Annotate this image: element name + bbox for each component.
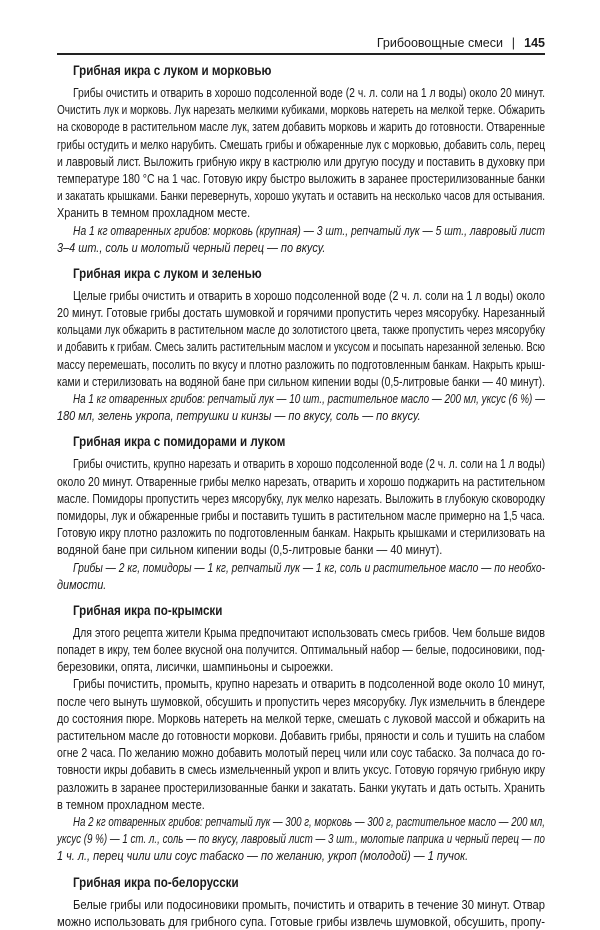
line-text: димости. — [57, 576, 107, 592]
line-text: Для этого рецепта жители Крыма предпочитают использовать смесь грибов. Чем больше видов — [73, 624, 545, 640]
line-text: товности икры добавить в смесь измельченный укроп и влить уксус. Готовую горячую грибную икру — [57, 762, 545, 778]
ingredients-line — [57, 390, 545, 407]
line-text: уксус (9 %) — 1 ст. л., соль — по вкусу, лавровый лист — 3 шт., молотые паприка и черный перец — по — [57, 831, 545, 847]
line-text: березовики, опята, лисички, шампиньоны и сыроежки. — [57, 659, 334, 675]
line-text: разложить в заранее простерилизованные банки и закатать. Банки укутать и дать остыть. Хранить — [57, 779, 545, 795]
line-text: 180 мл, зелень укропа, петрушки и кинзы — по вкусу, соль — по вкусу. — [57, 408, 421, 424]
text-line — [57, 624, 545, 641]
text-line — [57, 693, 545, 710]
text-line — [57, 187, 545, 204]
line-text: На 1 кг отваренных грибов: морковь (крупная) — 3 шт., репчатый лук — 5 шт., лавровый лист — [73, 222, 545, 238]
line-text: На 1 кг отваренных грибов: репчатый лук — 10 шт., растительное масло — 200 мл, уксус (6 %) — — [73, 391, 545, 406]
line-text: Целые грибы очистить и отварить в хорошо подсоленной воде (2 ч. л. соли на 1 л воды) около — [73, 287, 545, 303]
text-line — [57, 170, 545, 187]
section-title: Грибоовощные смеси — [376, 36, 503, 50]
text-line — [57, 507, 545, 524]
line-text: масле. Помидоры пропустить через мясорубку, лук мелко нарезать. Выложить в глубокую сковородку — [57, 490, 545, 506]
ingredients-line — [57, 239, 545, 256]
recipe-title: Грибная икра по-крымски — [73, 602, 223, 618]
line-text: Белые грибы или подосиновики промыть, почистить и отварить в течение 30 минут. Отвар — [73, 896, 545, 912]
recipe-title: Грибная икра по-белорусски — [73, 874, 239, 890]
line-text: Очистить лук и морковь. Лук нарезать мелкими кубиками, морковь натереть на мелкой терке. Обжарить — [57, 102, 545, 118]
line-text: ками и стерилизовать на водяной бане при сильном кипении воды (0,5-литровые банки — 40 минут). — [57, 373, 545, 389]
line-text: и закатать крышками. Банки перевернуть, хорошо укутать и оставить на несколько часов для остывания. — [57, 188, 545, 204]
line-text: после чего вынуть шумовкой, обсушить и пропустить через мясорубку. Лук измельчить в блендере — [57, 693, 545, 709]
text-line — [57, 710, 545, 727]
line-text: и добавить к грибам. Смесь залить растительным маслом и уксусом и посыпать нарезанной зеленью. Всю — [57, 339, 545, 355]
text-line — [57, 356, 545, 373]
recipe-title: Грибная икра с луком и морковью — [73, 63, 272, 78]
line-text: на сковороде в растительном масле лук, затем добавить морковь и жарить до готовности. Отваренные — [57, 119, 545, 135]
text-line — [57, 658, 545, 675]
ingredients-line — [57, 830, 545, 847]
line-text: до состояния пюре. Морковь натереть на мелкой терке, смешать с луковой массой и обжарить на — [57, 710, 545, 726]
line-text: массу перемешать, посолить по вкусу и плотно разложить по подготовленным банкам. Накрыть крыш- — [57, 356, 545, 372]
ingredients-line — [57, 847, 545, 864]
text-line — [57, 896, 545, 913]
text-line — [57, 338, 545, 355]
page-number: 145 — [524, 36, 545, 50]
line-text: температуре 180 °С на 1 час. Готовую икру быстро выложить в заранее простерилизованные банки — [57, 170, 545, 186]
ingredients-line — [57, 407, 545, 424]
line-text: Хранить в темном прохладном месте. — [57, 205, 251, 221]
line-text: Грибы почистить, промыть, крупно нарезать и отварить в подсоленной воде около 10 минут, — [73, 676, 545, 692]
line-text: На 2 кг отваренных грибов: репчатый лук — 300 г, морковь — 300 г, растительное масло — 200 мл, — [73, 813, 545, 829]
text-line — [57, 796, 545, 813]
page-body — [57, 62, 545, 930]
text-line — [57, 641, 545, 658]
text-line — [57, 675, 545, 692]
running-header — [57, 36, 545, 55]
line-text: и лавровый лист. Выложить грибную икру в кастрюлю или другую посуду и поставить в духовку при — [57, 153, 545, 169]
header-separator: | — [511, 36, 515, 50]
text-line — [57, 84, 545, 101]
text-line — [57, 744, 545, 761]
line-text: кольцами лук обжарить в растительном масле до золотистого цвета, также пропустить через мясорубку — [57, 322, 545, 338]
text-line — [57, 473, 545, 490]
line-text: можно использовать для грибного супа. Готовые грибы извлечь шумовкой, обсушить, пропу- — [57, 913, 545, 929]
line-text: грибы остудить и мелко нарубить. Смешать грибы и обжаренные лук с морковью, добавить соль, перец — [57, 136, 545, 152]
text-line — [57, 779, 545, 796]
line-text: в темном прохладном месте. — [57, 796, 205, 812]
recipe-title: Грибная икра с луком и зеленью — [73, 265, 262, 281]
text-line — [57, 118, 545, 135]
line-text: помидоры, лук и обжаренные грибы и поставить тушить в растительном масле примерно на 1,5 часа. — [57, 507, 545, 523]
line-text: около 20 минут. Отваренные грибы мелко нарезать, отварить и хорошо поджарить на растительном — [57, 473, 545, 489]
line-text: 1 ч. л., перец чили или соус табаско — по желанию, укроп (молодой) — 1 пучок. — [57, 848, 469, 864]
text-line — [57, 136, 545, 153]
text-line — [57, 524, 545, 541]
ingredients-line — [57, 813, 545, 830]
line-text: Грибы очистить, крупно нарезать и отварить в хорошо подсоленной воде (2 ч. л. соли на 1 л воды) — [73, 456, 545, 472]
text-line — [57, 373, 545, 390]
line-text: 20 минут. Готовые грибы достать шумовкой и горячими пропустить через мясорубку. Нарезанный — [57, 305, 545, 321]
line-text: Грибы — 2 кг, помидоры — 1 кг, репчатый лук — 1 кг, соль и растительное масло — по необхо- — [73, 559, 545, 575]
ingredients-line — [57, 559, 545, 576]
line-text: попадет в икру, тем более вкусной она получится. Оптимальный набор — белые, подосиновики, под- — [57, 642, 545, 658]
line-text: растительном масле до готовности моркови. Добавить грибы, пряности и соль и тушить на слабом — [57, 728, 545, 743]
recipe-title: Грибная икра с помидорами и луком — [73, 434, 286, 450]
text-line — [57, 727, 545, 744]
line-text: 3–4 шт., соль и молотый черный перец — по вкусу. — [57, 239, 326, 255]
line-text: водяной бане при сильном кипении воды (0,5-литровые банки — 40 минут). — [57, 542, 443, 558]
text-line — [57, 304, 545, 321]
text-line — [57, 287, 545, 304]
ingredients-line — [57, 222, 545, 239]
text-line — [57, 101, 545, 118]
text-line — [57, 761, 545, 778]
text-line — [57, 541, 545, 558]
text-line — [57, 455, 545, 472]
line-text: огне 2 часа. По желанию можно добавить молотый перец чили или соус табаско. За полчаса до го- — [57, 745, 545, 761]
text-line — [57, 913, 545, 930]
line-text: Грибы очистить и отварить в хорошо подсоленной воде (2 ч. л. соли на 1 л воды) около 20 минут. — [73, 85, 545, 100]
line-text: Готовую икру плотно разложить по подготовленным банкам. Накрыть крышками и стерилизовать на — [57, 525, 545, 541]
ingredients-line — [57, 576, 545, 593]
text-line — [57, 204, 545, 221]
text-line — [57, 321, 545, 338]
text-line — [57, 490, 545, 507]
text-line — [57, 153, 545, 170]
